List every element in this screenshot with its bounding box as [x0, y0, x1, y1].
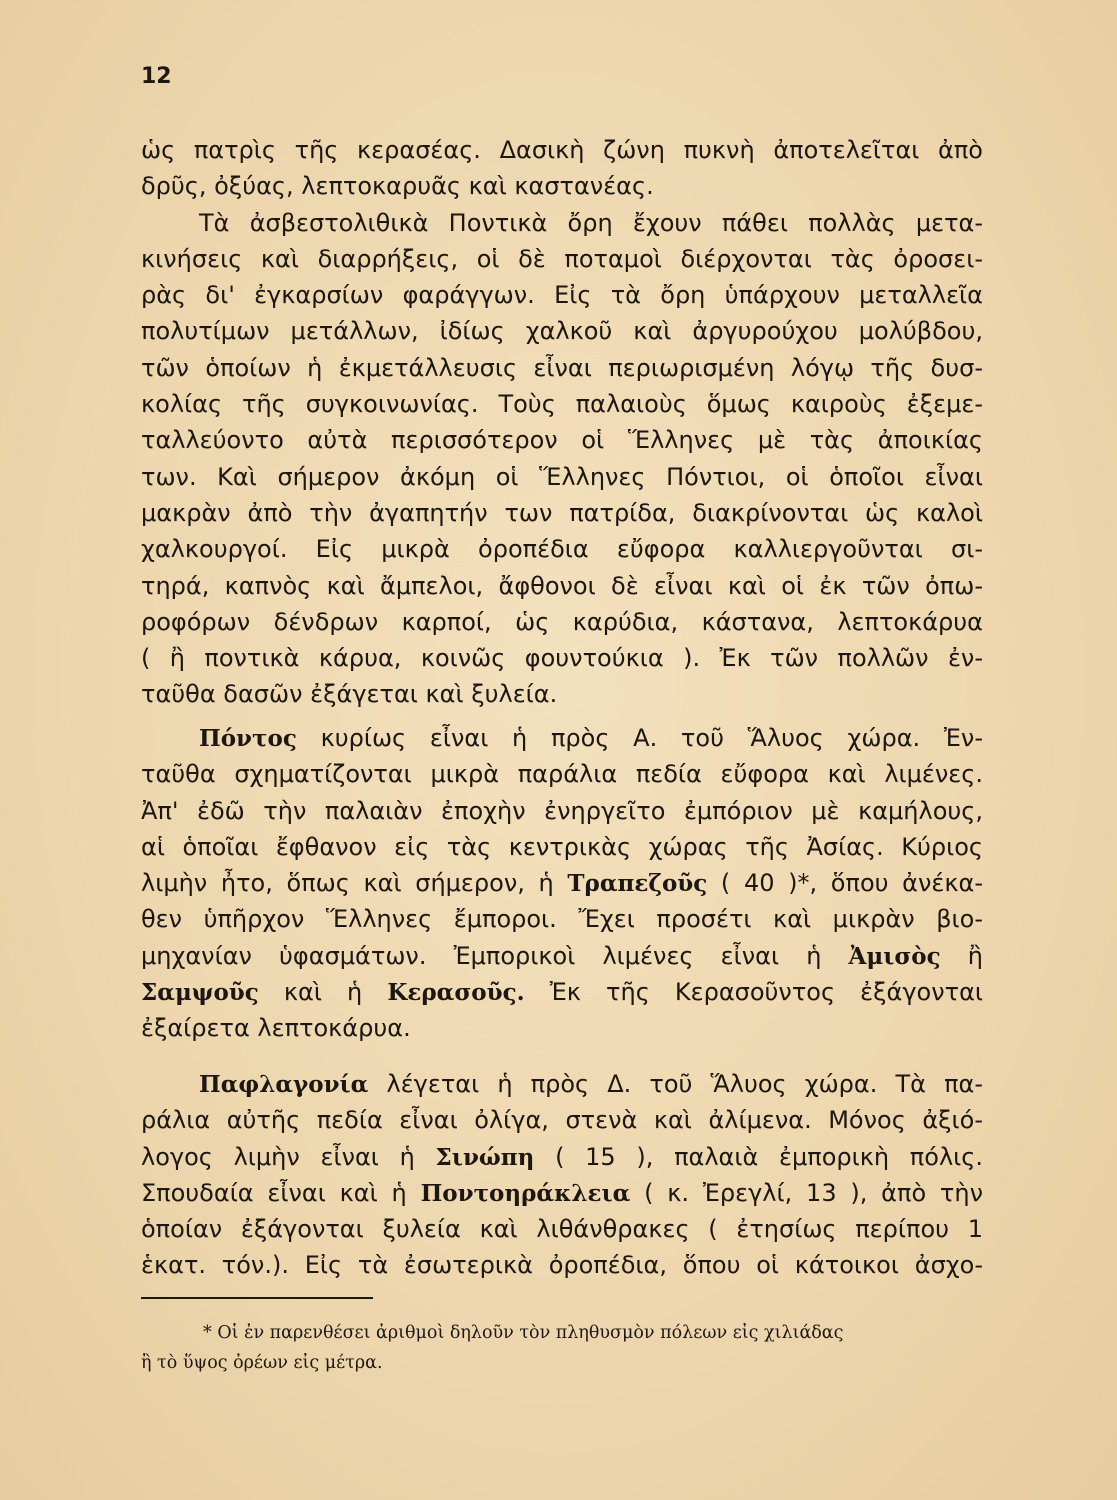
text-line: μακρὰν ἀπὸ τὴν ἀγαπητήν των πατρίδα, διακρίνονται ὡς καλοὶ — [141, 498, 983, 527]
text-run: ( 15 ), παλαιὰ ἐμπορικὴ πόλις. — [534, 1142, 983, 1171]
term-pontoirakleia: Ποντοηράκλεια — [420, 1179, 631, 1207]
term-sinope: Σινώπη — [435, 1143, 535, 1171]
term-paphlagonia: Παφλαγονία — [199, 1071, 369, 1098]
page-number: 12 — [141, 64, 172, 89]
text-line — [141, 720, 983, 756]
text-run: καὶ ἡ — [258, 978, 388, 1007]
text-run: κυρίως εἶναι ἡ πρὸς Α. τοῦ Ἅλυος χώρα. Ἐν- — [296, 724, 983, 752]
text-line: ὁποίαν ἐξάγονται ξυλεία καὶ λιθάνθρακες ( ἐτησίως περίπου 1 — [141, 1215, 983, 1244]
term-amisos: Ἀμισὸς — [848, 942, 941, 970]
footnote-line: ἢ τὸ ὕψος ὀρέων εἰς μέτρα. — [141, 1353, 383, 1373]
footnote-line: * Οἱ ἐν παρενθέσει ἀριθμοὶ δηλοῦν τὸν πληθυσμὸν πόλεων εἰς χιλιάδας — [203, 1323, 844, 1343]
text-run: ἢ — [940, 941, 983, 970]
text-run: λογος λιμὴν εἶναι ἡ — [141, 1142, 436, 1171]
paragraph-pontos — [141, 720, 983, 1047]
text-run: ( κ. Ἐρεγλί, 13 ), ἀπὸ τὴν — [630, 1178, 983, 1207]
text-line: ροφόρων δένδρων καρποί, ὡς καρύδια, κάστανα, λεπτοκάρυα — [141, 607, 983, 636]
text-line: πολυτίμων μετάλλων, ἰδίως χαλκοῦ καὶ ἀργυρούχου μολύβδου, — [141, 317, 983, 346]
term-trapezous: Τραπεζοῦς — [567, 870, 708, 898]
text-line: ταῦθα δασῶν ἐξάγεται καὶ ξυλεία. — [141, 680, 558, 709]
text-line: των. Καὶ σήμερον ἀκόμη οἱ Ἕλληνες Πόντιοι, οἱ ὁποῖοι εἶναι — [141, 462, 983, 491]
term-kerasous: Κερασοῦς. — [387, 979, 525, 1007]
footnote-divider — [141, 1297, 373, 1299]
text-line: ταλλεύοντο αὐτὰ περισσότερον οἱ Ἕλληνες μὲ τὰς ἀποικίας — [141, 426, 983, 455]
text-line: Τὰ ἀσβεστολιθικὰ Ποντικὰ ὄρη ἔχουν πάθει πολλὰς μετα- — [199, 208, 983, 237]
text-line: ἑκατ. τόν.). Εἰς τὰ ἐσωτερικὰ ὀροπέδια, ὅπου οἱ κάτοικοι ἀσχο- — [141, 1251, 983, 1280]
text-run: μηχανίαν ὑφασμάτων. Ἐμπορικοὶ λιμένες εἶναι ἡ — [141, 941, 849, 970]
paragraph-paphlagonia — [141, 1066, 983, 1284]
text-run: Σπουδαία εἶναι καὶ ἡ — [141, 1178, 421, 1207]
text-line: αἱ ὁποῖαι ἔφθανον εἰς τὰς κεντρικὰς χώρας τῆς Ἀσίας. Κύριος — [141, 832, 983, 861]
text-run: ( 40 )*, ὅπου ἀνέκα- — [707, 869, 984, 898]
text-line: Ἀπ' ἐδῶ τὴν παλαιὰν ἐποχὴν ἐνηργεῖτο ἐμπόριον μὲ καμήλους, — [141, 796, 983, 825]
paragraph-trees-and-minerals — [141, 132, 983, 713]
text-line: τῶν ὁποίων ἡ ἐκμετάλλευσις εἶναι περιωρισμένη λόγῳ τῆς δυσ- — [141, 353, 983, 382]
term-pontos: Πόντος — [199, 725, 297, 752]
text-line: κολίας τῆς συγκοινωνίας. Τοὺς παλαιοὺς ὅμως καιροὺς ἐξεμε- — [141, 390, 983, 419]
text-line — [141, 974, 983, 1010]
text-line — [141, 1066, 983, 1102]
text-line: ὡς πατρὶς τῆς κερασέας. Δασικὴ ζώνη πυκνὴ ἀποτελεῖται ἀπὸ — [141, 136, 983, 164]
term-samsous: Σαμψοῦς — [141, 979, 259, 1007]
text-run: λιμὴν ἦτο, ὅπως καὶ σήμερον, ἡ — [141, 869, 568, 898]
text-run: λέγεται ἡ πρὸς Δ. τοῦ Ἅλυος χώρα. Τὰ πα- — [368, 1070, 983, 1098]
text-line — [141, 865, 983, 901]
text-line: ( ἢ ποντικὰ κάρυα, κοινῶς φουντούκια ). Ἐκ τῶν πολλῶν ἐν- — [141, 644, 983, 673]
text-line: ράλια αὐτῆς πεδία εἶναι ὀλίγα, στενὰ καὶ ἀλίμενα. Μόνος ἀξιό- — [141, 1106, 983, 1135]
text-line: χαλκουργοί. Εἰς μικρὰ ὀροπέδια εὔφορα καλλιεργοῦνται σι- — [141, 535, 983, 564]
text-line — [141, 1175, 983, 1211]
text-line: θεν ὑπῆρχον Ἕλληνες ἔμποροι. Ἔχει προσέτι καὶ μικρὰν βιο- — [141, 905, 983, 934]
text-line: ἐξαίρετα λεπτοκάρυα. — [141, 1014, 411, 1043]
text-line — [141, 1139, 983, 1175]
text-line: ταῦθα σχηματίζονται μικρὰ παράλια πεδία εὔφορα καὶ λιμένες. — [141, 760, 983, 789]
text-line — [141, 938, 983, 974]
text-line: κινήσεις καὶ διαρρήξεις, οἱ δὲ ποταμοὶ διέρχονται τὰς ὀροσει- — [141, 244, 983, 273]
text-line: δρῦς, ὀξύας, λεπτοκαρυᾶς καὶ καστανέας. — [141, 172, 654, 201]
text-line: τηρά, καπνὸς καὶ ἄμπελοι, ἄφθονοι δὲ εἶναι καὶ οἱ ἐκ τῶν ὀπω- — [141, 571, 983, 600]
footnote — [141, 1318, 983, 1378]
text-line: ρὰς δι' ἐγκαρσίων φαράγγων. Εἰς τὰ ὄρη ὑπάρχουν μεταλλεῖα — [141, 281, 983, 310]
text-run: Ἐκ τῆς Κερασοῦντος ἐξάγονται — [524, 978, 984, 1007]
